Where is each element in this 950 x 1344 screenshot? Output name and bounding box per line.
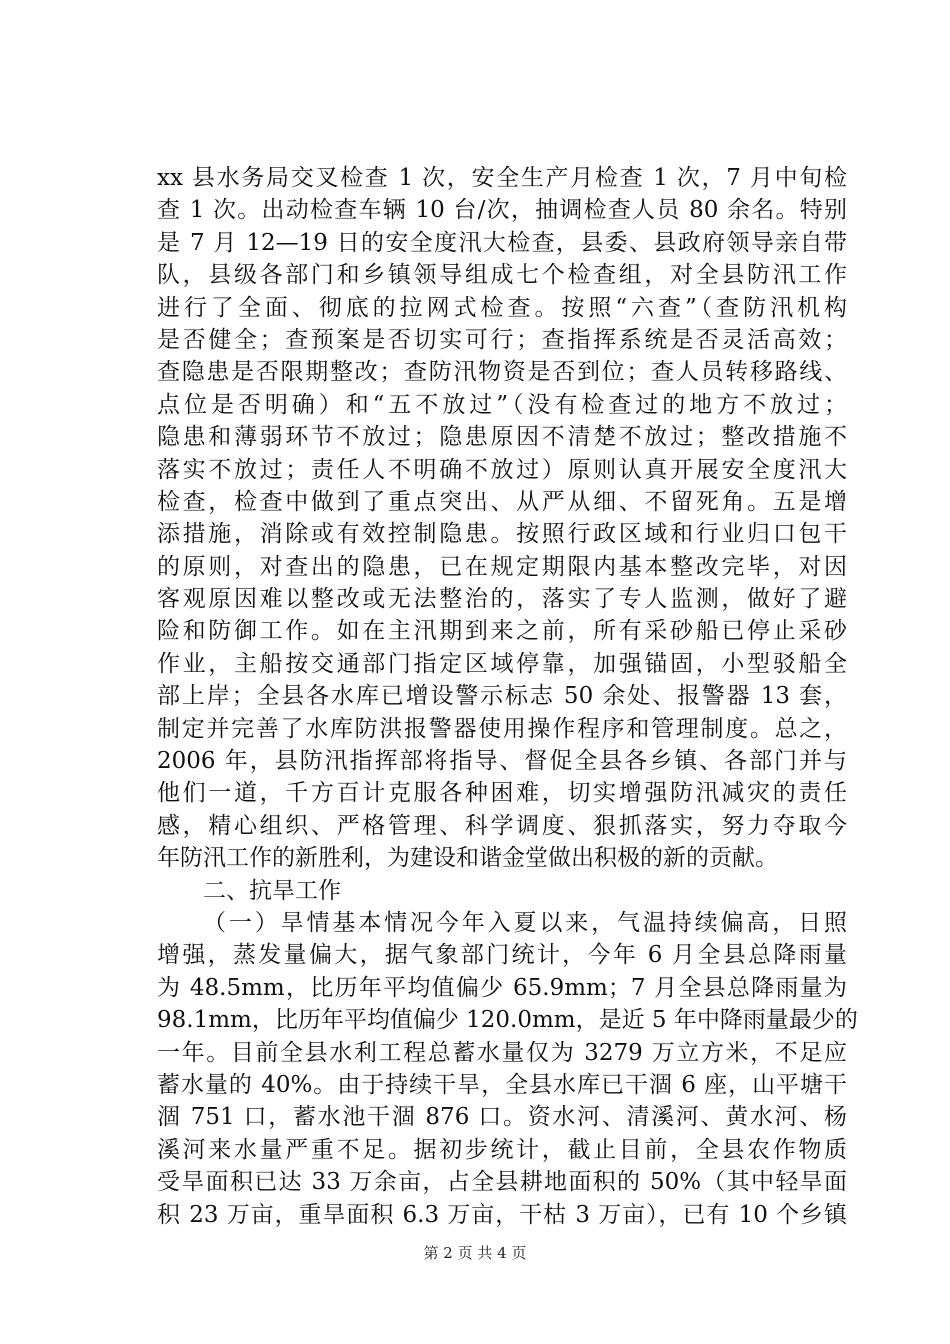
text-line: 队，县级各部门和乡镇领导组成七个检查组，对全县防汛工作 (157, 262, 847, 289)
text-line: 部上岸；全县各水库已增设警示标志 50 余处、报警器 13 套， (157, 683, 847, 710)
text-line: 积 23 万亩，重旱面积 6.3 万亩，干枯 3 万亩），已有 10 个乡镇 (157, 1201, 847, 1228)
text-line: 作业，主船按交通部门指定区域停靠，加强锚固，小型驳船全 (157, 650, 847, 677)
text-line: 增强，蒸发量偏大，据气象部门统计，今年 6 月全县总降雨量 (157, 942, 847, 969)
text-line: 的原则，对查出的隐患，已在规定期限内基本整改完毕，对因 (157, 553, 847, 580)
page-footer: 第 2 页 共 4 页 (423, 1244, 527, 1262)
text-line: 进行了全面、彻底的拉网式检查。按照“六查”（查防汛机构 (157, 294, 847, 321)
text-line: 险和防御工作。如在主汛期到来之前，所有采砂船已停止采砂 (157, 618, 847, 645)
text-line: 为 48.5mm，比历年平均值偏少 65.9mm；7 月全县总降雨量为 (157, 974, 847, 1001)
text-line: （一）旱情基本情况今年入夏以来，气温持续偏高，日照 (203, 909, 847, 936)
text-line: 溪河来水量严重不足。据初步统计，截止目前，全县农作物质 (157, 1136, 847, 1163)
text-line: 隐患和薄弱环节不放过；隐患原因不清楚不放过；整改措施不 (157, 424, 847, 451)
text-line: 查隐患是否限期整改；查防汛物资是否到位；查人员转移路线、 (157, 359, 847, 386)
text-line: xx 县水务局交叉检查 1 次，安全生产月检查 1 次，7 月中旬检 (157, 165, 847, 191)
text-line: 年防汛工作的新胜利，为建设和谐金堂做出积极的新的贡献。 (157, 845, 778, 872)
text-line: 查 1 次。出动检查车辆 10 台/次，抽调检查人员 80 余名。特别 (157, 197, 847, 224)
text-line: 2006 年，县防汛指挥部将指导、督促全县各乡镇、各部门并与 (157, 748, 847, 775)
document-body (157, 162, 858, 1231)
text-line: 蓄水量的 40%。由于持续干旱，全县水库已干涸 6 座，山平塘干 (157, 1071, 847, 1098)
text-line: 点位是否明确）和“五不放过”（没有检查过的地方不放过； (157, 391, 847, 418)
text-line: 添措施，消除或有效控制隐患。按照行政区域和行业归口包干 (157, 521, 847, 548)
paragraph-drought-situation (157, 907, 858, 1231)
text-line: 他们一道，千方百计克服各种困难，切实增强防汛减灾的责任 (157, 780, 847, 807)
text-line: 落实不放过；责任人不明确不放过）原则认真开展安全度汛大 (157, 456, 847, 483)
text-line: 98.1mm，比历年平均值偏少 120.0mm，是近 5 年中降雨量最少的 (157, 1007, 858, 1034)
section-heading: 二、抗旱工作 (203, 877, 341, 904)
text-line: 制定并完善了水库防洪报警器使用操作程序和管理制度。总之， (157, 715, 847, 742)
text-line: 是否健全；查预案是否切实可行；查指挥系统是否灵活高效； (157, 326, 847, 353)
text-line: 客观原因难以整改或无法整治的，落实了专人监测，做好了避 (157, 586, 847, 613)
text-line: 涸 751 口，蓄水池干涸 876 口。资水河、清溪河、黄水河、杨 (157, 1104, 847, 1131)
text-line: 感，精心组织、严格管理、科学调度、狠抓落实，努力夺取今 (157, 812, 847, 839)
paragraph-flood-inspection (157, 162, 847, 875)
text-line: 一年。目前全县水利工程总蓄水量仅为 3279 万立方米，不足应 (157, 1039, 847, 1066)
text-line: 检查，检查中做到了重点突出、从严从细、不留死角。五是增 (157, 488, 847, 515)
text-line: 受旱面积已达 33 万余亩，占全县耕地面积的 50%（其中轻旱面 (157, 1169, 847, 1196)
text-line: 是 7 月 12—19 日的安全度汛大检查，县委、县政府领导亲自带 (157, 229, 847, 256)
